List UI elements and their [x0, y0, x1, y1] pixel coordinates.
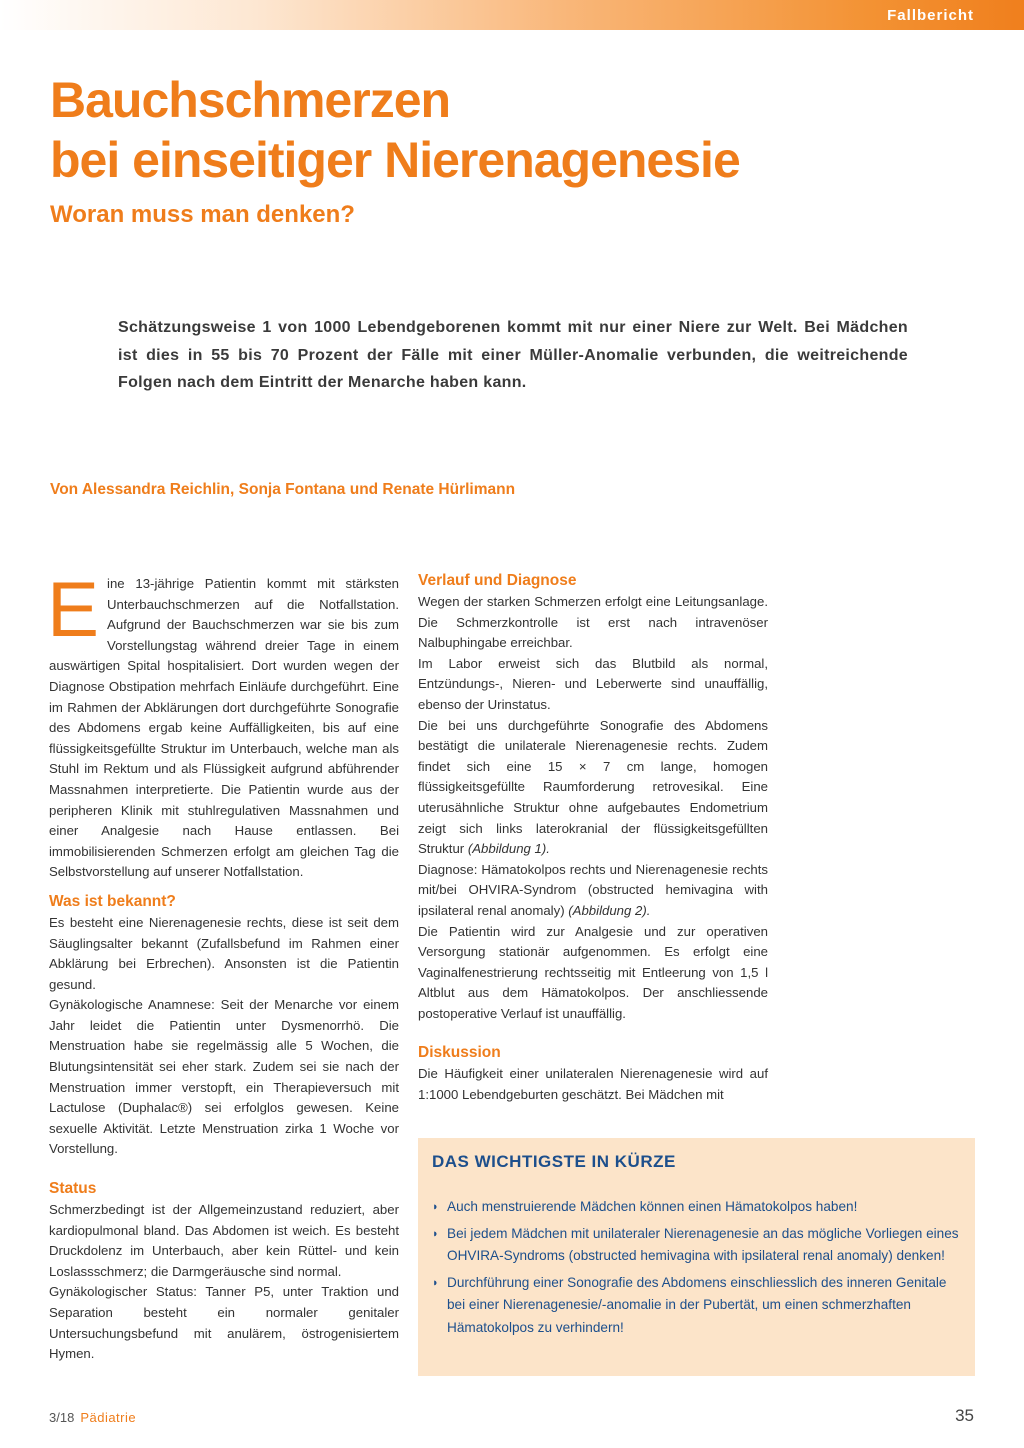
- summary-title: DAS WICHTIGSTE IN KÜRZE: [432, 1152, 676, 1171]
- course-paragraph-1: Wegen der starken Schmerzen erfolgt eine Leitungsanlage. Die Schmerzkontrolle ist erst nach intravenöser Nalbuphingabe erreichbar.: [418, 594, 768, 651]
- text-column-right: [418, 570, 768, 1106]
- summary-item: [432, 1272, 962, 1340]
- header-bar: [0, 0, 1024, 30]
- intro-paragraph: [47, 565, 399, 883]
- course-paragraph-2: Im Labor erweist sich das Blutbild als normal, Entzündungs-, Nieren- und Leberwerte sind unauffällig, ebenso der Urinstatus.: [418, 655, 768, 712]
- status-paragraph-1: Schmerzbedingt ist der Allgemeinzustand reduziert, aber kardiopulmonal bland. Das Abdomen ist weich. Es besteht Druckdolenz im Unterbauch, aber kein Rüttel- und kein Loslassschmerz; die Darmgeräusche sind normal.: [49, 1202, 399, 1279]
- bullet-icon: ◗: [432, 1227, 439, 1240]
- section-label: Fallbericht: [887, 7, 974, 24]
- status-paragraph-2: Gynäkologischer Status: Tanner P5, unter Traktion und Separation besteht ein normaler genitaler Untersuchungsbefund mit anulärem, östrogenisiertem Hymen.: [49, 1284, 399, 1362]
- discussion-paragraph: Die Häufigkeit einer unilateralen Nierenagenesie wird auf 1:1000 Lebendgeburten geschätzt. Bei Mädchen mit: [418, 1066, 768, 1103]
- publication-name: Pädiatrie: [80, 1410, 137, 1425]
- title-line-1: Bauchschmerzen: [50, 72, 451, 128]
- figure-ref-1: (Abbildung 1).: [467, 841, 550, 857]
- article-title: [50, 70, 740, 190]
- course-paragraph-3-text: Die bei uns durchgeführte Sonografie des Abdomens bestätigt die unilaterale Nierenagenesie rechts. Zudem findet sich eine 15 × 7 cm lange, homogen flüssigkeitsgefüllte Raumforderung retrovesikal. Eine uterusähnliche Struktur ohne aufgebautes Endometrium zeigt sich links laterokranial der flüssigkeitsgefüllten Struktur: [418, 717, 768, 857]
- summary-item-text: Auch menstruierende Mädchen können einen Hämatokolpos haben!: [447, 1199, 858, 1214]
- summary-item: [432, 1223, 962, 1268]
- heading-status: Status: [49, 1180, 97, 1198]
- issue-number: 3/18: [49, 1410, 75, 1425]
- summary-item: [432, 1196, 962, 1219]
- article-subtitle: Woran muss man denken?: [50, 201, 355, 228]
- title-line-2: bei einseitiger Nierenagenesie: [50, 132, 740, 188]
- drop-cap: E: [47, 565, 100, 653]
- bullet-icon: ◗: [432, 1201, 439, 1213]
- known-paragraph-2: Gynäkologische Anamnese: Seit der Menarche vor einem Jahr leidet die Patientin unter Dysmenorrhö. Die Menstruation habe sie regelmässig alle 5 Wochen, die Blutungsintensität sei eher stark. Zudem sei sie nach der Menstruation immer verstopft, ein Therapieversuch mit Lactulose (Duphalac®) sei erfolglos gewesen. Keine sexuelle Aktivität. Letzte Menstruation zirka 1 Woche vor Vorstellung.: [49, 997, 399, 1157]
- course-paragraph-5: Die Patientin wird zur Analgesie und zur operativen Versorgung stationär aufgenommen. Es erfolgt eine Vaginalfenestrierung rechtsseitig mit Entleerung von 1,5 l Altblut aus dem Hämatokolpos. Der anschliessende postoperative Verlauf ist unauffällig.: [418, 923, 768, 1021]
- page-number: 35: [955, 1406, 974, 1425]
- course-paragraph-4-text: Diagnose: Hämatokolpos rechts und Nierenagenesie rechts mit/bei OHVIRA-Syndrom (obstructed hemivagina with ipsilateral renal anomaly): [418, 861, 768, 918]
- summary-list: [432, 1196, 962, 1343]
- lead-paragraph: Schätzungsweise 1 von 1000 Lebendgeborenen kommt mit nur einer Niere zur Welt. Bei Mädchen ist dies in 55 bis 70 Prozent der Fälle mit einer Müller-Anomalie verbunden, die weitreichende Folgen nach dem Eintritt der Menarche haben kann.: [118, 319, 908, 391]
- summary-item-text: Bei jedem Mädchen mit unilateraler Nierenagenesie an das mögliche Vorliegen eines OHVIRA-Syndroms (obstructed hemivagina with ipsilateral renal anomaly) denken!: [447, 1225, 959, 1263]
- known-paragraph-1: Es besteht eine Nierenagenesie rechts, diese ist seit dem Säuglingsalter bekannt (Zufallsbefund im Rahmen einer Abklärung bei Erbrechen). Ansonsten ist die Patientin gesund.: [49, 914, 399, 992]
- summary-box: [418, 1138, 975, 1376]
- heading-discussion: Diskussion: [418, 1044, 501, 1062]
- course-paragraph-3: [418, 716, 768, 860]
- heading-known: Was ist bekannt?: [49, 892, 176, 910]
- author-line: Von Alessandra Reichlin, Sonja Fontana und Renate Hürlimann: [50, 481, 516, 498]
- course-paragraph-4: [418, 860, 768, 922]
- figure-ref-2: (Abbildung 2).: [568, 902, 651, 918]
- summary-item-text: Durchführung einer Sonografie des Abdomens einschliesslich des inneren Genitale bei einer Nierenagenesie/-anomalie in der Pubertät, um einen schmerzhaften Hämatokolpos zu verhindern!: [447, 1274, 947, 1335]
- bullet-icon: ◗: [432, 1276, 439, 1289]
- intro-text: ine 13-jährige Patientin kommt mit stärksten Unterbauchschmerzen auf die Notfallstation. Aufgrund der Bauchschmerzen war sie bis zum Vorstellungstag während dreier Tage in einem auswärtigen Spital hospitalisiert. Dort wurden wegen der Diagnose Obstipation mehrfach Einläufe durchgeführt. Eine im Rahmen der Abklärungen dort durchgeführte Sonografie des Abdomens ergab keine Auffälligkeiten, bis auf eine flüssigkeitsgefüllte Struktur im Unterbauch, welche man als Stuhl im Rektum und als Flüssigkeit aufgrund abführender Massnahmen interpretierte. Die Patientin wurde aus der peripheren Klinik mit stuhlregulativen Massnahmen und einer Analgesie nach Hause entlassen. Bei immobilisierenden Schmerzen erfolgt am gleichen Tag die Selbstvorstellung auf unserer Notfallstation.: [49, 576, 399, 880]
- footer-issue: [49, 1410, 136, 1425]
- text-column-left: [47, 565, 399, 1365]
- heading-course: Verlauf und Diagnose: [418, 572, 577, 589]
